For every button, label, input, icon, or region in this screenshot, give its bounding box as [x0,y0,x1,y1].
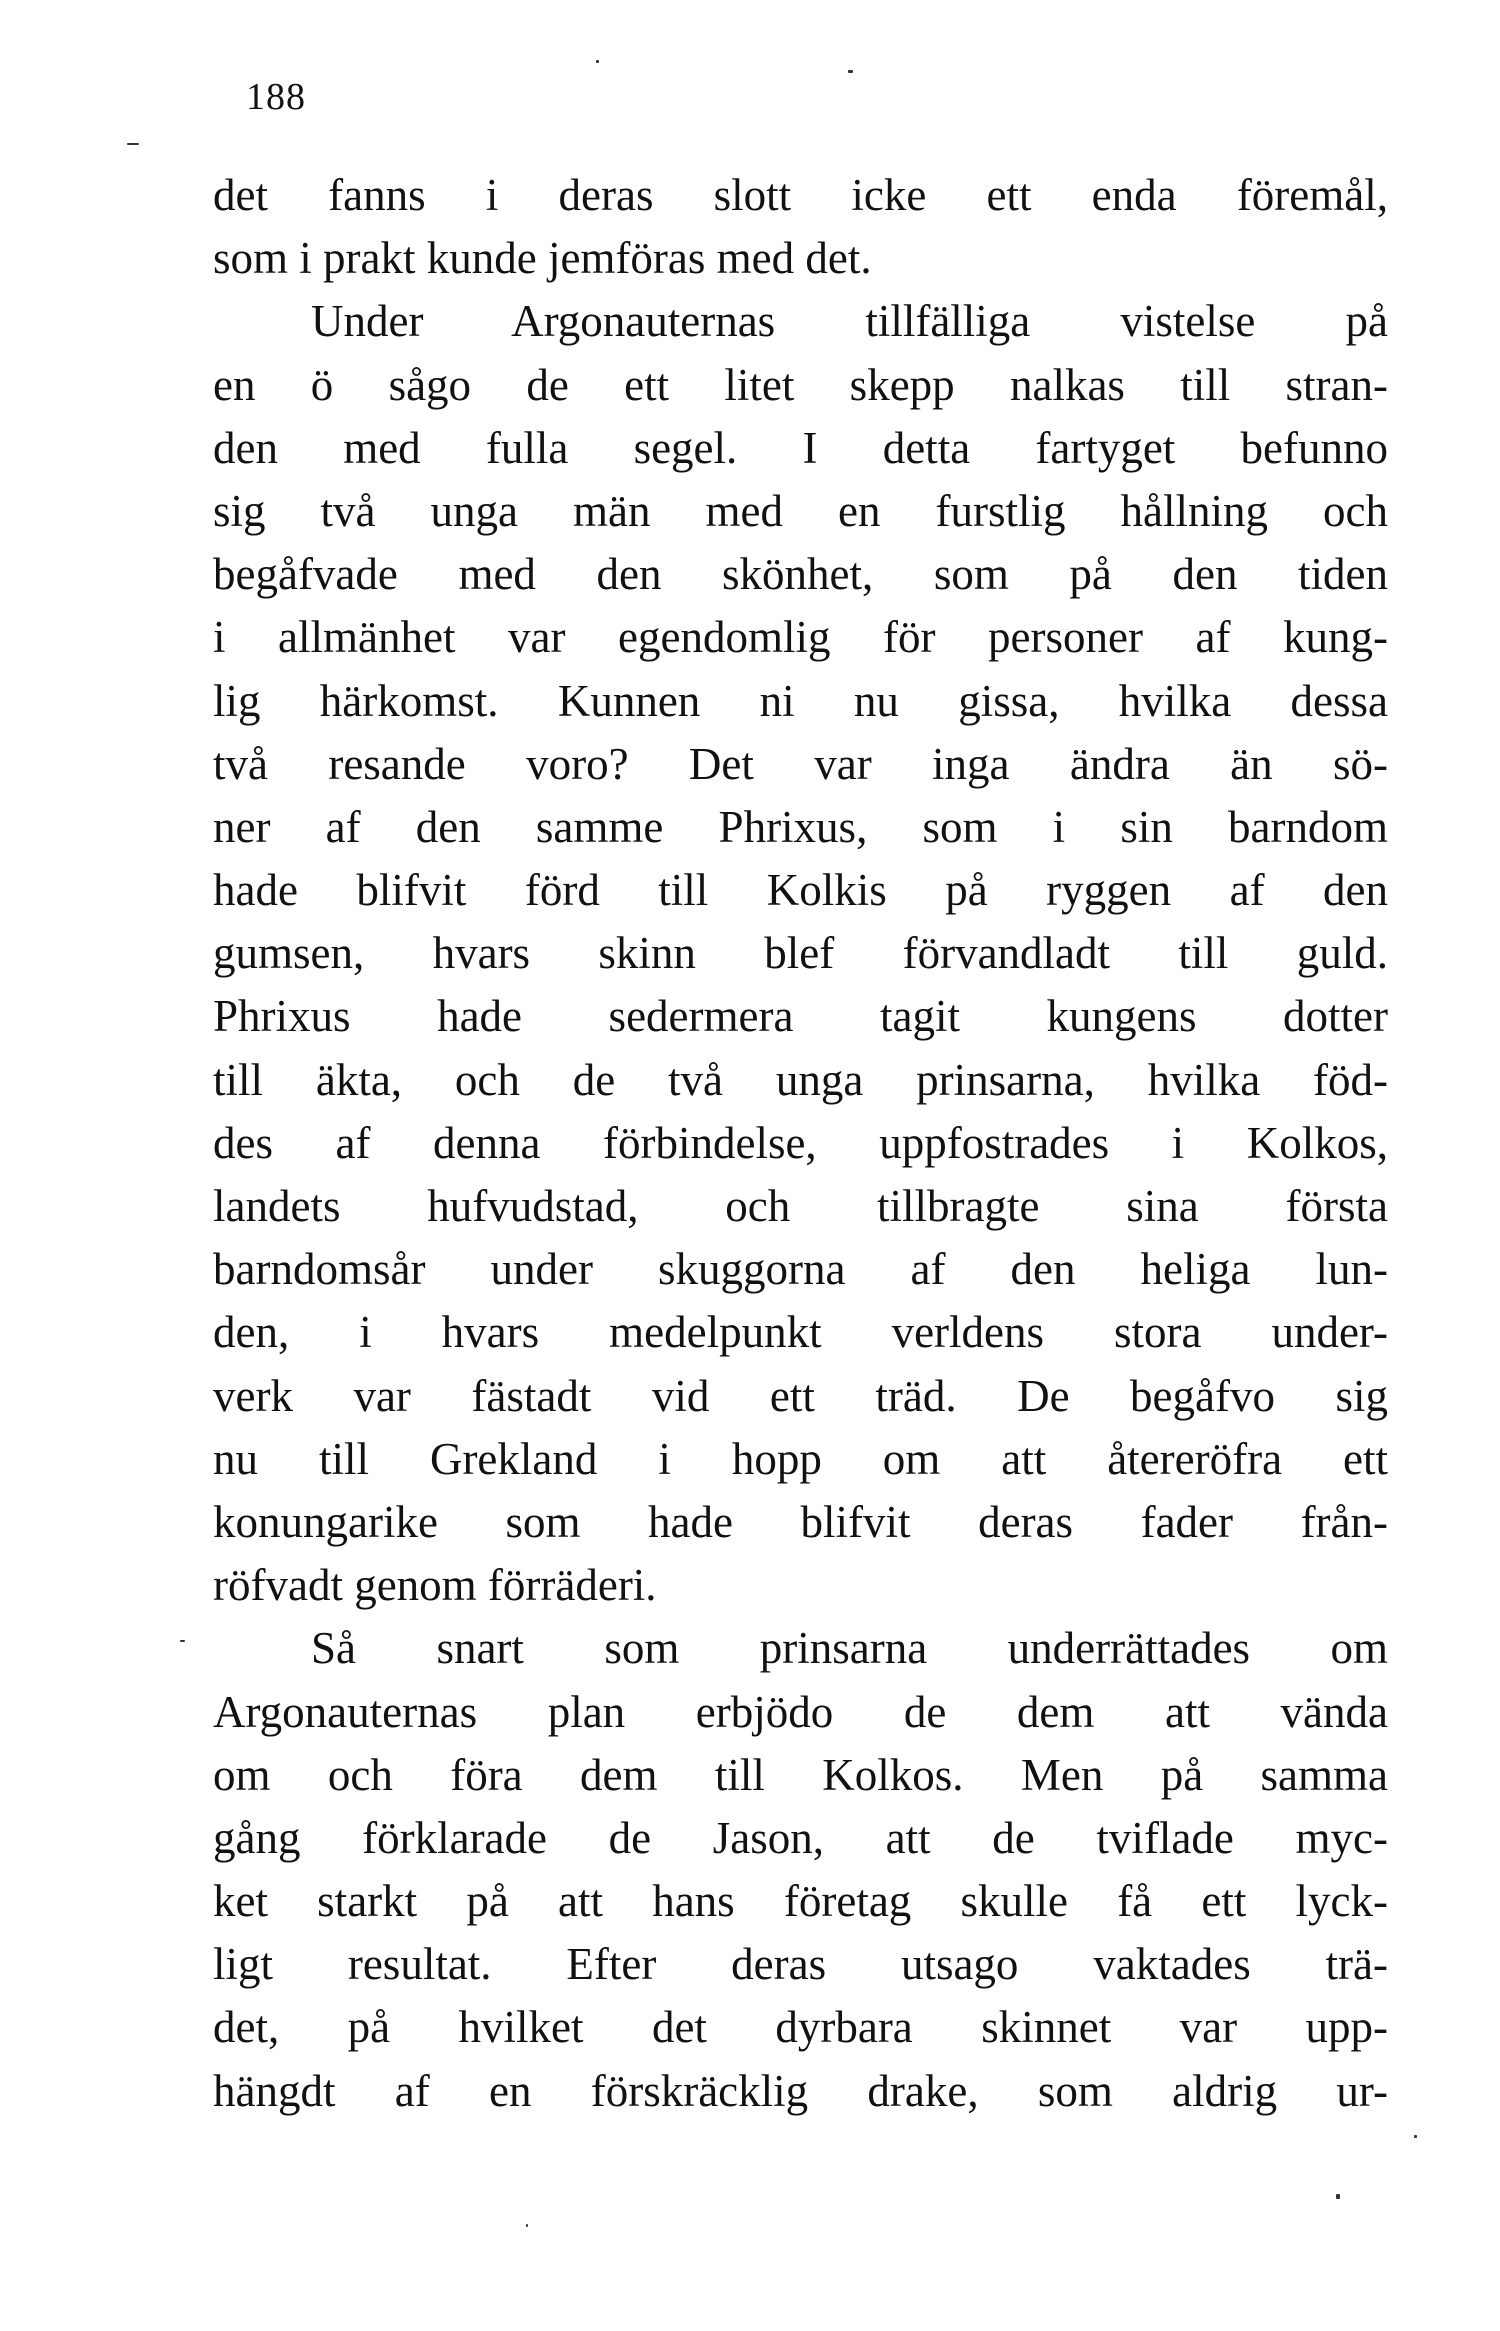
text-line: ket starkt på att hans företag skulle få ett lyck- [213,1876,1388,1927]
scan-speck [1414,2135,1417,2138]
text-line: verk var fästadt vid ett träd. De begåfvo sig [213,1370,1388,1421]
text-line: till äkta, och de två unga prinsarna, hvilka föd- [213,1054,1388,1105]
scan-speck [848,70,853,73]
text-line: en ö sågo de ett litet skepp nalkas till stran- [213,359,1388,410]
text-line: två resande voro? Det var inga ändra än sö- [213,738,1388,789]
scan-speck [180,1640,185,1642]
scan-speck [526,2224,528,2227]
text-line: gång förklarade de Jason, att de tviflade myc- [213,1812,1388,1863]
text-line: des af denna förbindelse, uppfostrades i Kolkos, [213,1117,1388,1168]
text-line: röfvadt genom förräderi. [213,1560,657,1611]
text-line: det fanns i deras slott icke ett enda föremål, [213,170,1388,220]
text-line: barndomsår under skuggorna af den heliga lun- [213,1244,1388,1295]
text-line: Phrixus hade sedermera tagit kungens dotter [213,991,1388,1042]
text-line: Under Argonauternas tillfälliga vistelse på [311,296,1388,347]
text-line: landets hufvudstad, och tillbragte sina första [213,1181,1388,1231]
text-line: Så snart som prinsarna underrättades om [311,1623,1388,1674]
text-line: som i prakt kunde jemföras med det. [213,233,872,284]
text-line: lig härkomst. Kunnen ni nu gissa, hvilka dessa [213,675,1388,726]
text-line: den, i hvars medelpunkt verldens stora under- [213,1307,1388,1358]
text-line: hängdt af en förskräcklig drake, som aldrig ur- [213,2065,1388,2116]
text-line: sig två unga män med en furstlig hållning och [213,485,1388,536]
text-line: Argonauternas plan erbjödo de dem att vända [213,1686,1388,1737]
text-line: det, på hvilket det dyrbara skinnet var upp- [213,2002,1388,2053]
text-line: ner af den samme Phrixus, som i sin barndom [213,801,1388,852]
text-line: om och föra dem till Kolkos. Men på samma [213,1749,1388,1800]
text-line: den med fulla segel. I detta fartyget befunno [213,422,1388,473]
scan-speck [127,143,139,145]
text-line: hade blifvit förd till Kolkis på ryggen af den [213,865,1388,916]
text-line: nu till Grekland i hopp om att återeröfra ett [213,1433,1388,1484]
text-line: begåfvade med den skönhet, som på den tiden [213,549,1388,600]
text-line: ligt resultat. Efter deras utsago vaktades trä- [213,1939,1388,1990]
text-line: i allmänhet var egendomlig för personer af kung- [213,612,1388,663]
text-line: konungarike som hade blifvit deras fader från- [213,1496,1388,1547]
text-line: gumsen, hvars skinn blef förvandladt till guld. [213,928,1388,979]
page-number: 188 [246,76,306,118]
body-text [213,164,1388,2123]
scan-speck [1336,2194,1340,2199]
scan-speck [596,60,599,63]
